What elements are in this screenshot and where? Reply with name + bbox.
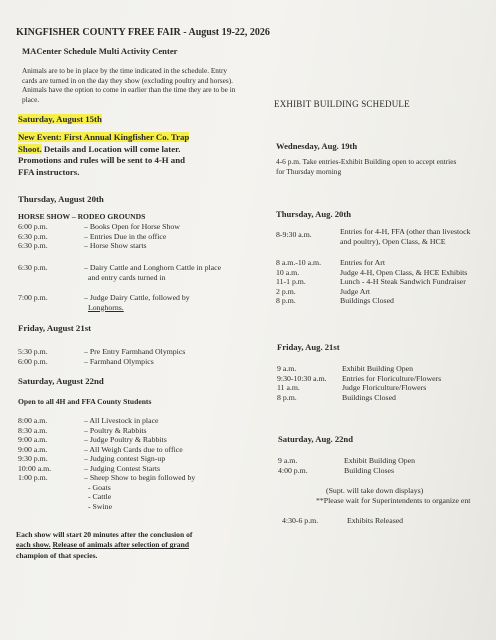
- dairy-time: 6:30 p.m.: [18, 263, 48, 272]
- row-time: 8 p.m.: [276, 296, 296, 305]
- new-event-line3: Promotions and rules will be sent to 4-H and: [18, 155, 185, 166]
- row-text: Entries for Art: [340, 258, 386, 267]
- fri21-events: [84, 347, 185, 366]
- judge-dairy-line2: Longhorns.: [88, 302, 124, 312]
- judge-dairy-line1: – Judge Dairy Cattle, followed by: [84, 293, 190, 302]
- row-text: - Swine: [88, 501, 113, 511]
- fri21-exhibit-events: [342, 364, 441, 402]
- row-time: 6:30 p.m.: [18, 231, 48, 241]
- fri21-exhibit-times: [277, 364, 327, 402]
- row-time: 6:00 p.m.: [18, 222, 48, 231]
- row-time: 9:30 p.m.: [18, 454, 48, 463]
- row-text: Judge Art: [340, 286, 371, 296]
- show-note-line3: champion of that species.: [16, 550, 98, 560]
- new-event-line4: FFA instructors.: [18, 166, 80, 177]
- row-time: 5:30 p.m.: [18, 347, 48, 356]
- row-time: 6:00 p.m.: [18, 356, 48, 366]
- thu20-first-line1: Entries for 4-H, FFA (other than livestock: [340, 227, 471, 236]
- row-text: – Books Open for Horse Show: [84, 222, 180, 231]
- wed19-text: [276, 157, 456, 176]
- row-text: Exhibit Building Open: [342, 364, 414, 373]
- release-text: Exhibits Released: [347, 516, 404, 525]
- row-text: – Pre Entry Farmhand Olympics: [84, 347, 186, 356]
- wed19-line2: for Thursday morning: [276, 166, 342, 176]
- row-text: Building Closes: [344, 465, 395, 475]
- new-event-line1: New Event: First Annual Kingfisher Co. Trap: [18, 132, 190, 142]
- row-time: 1:00 p.m.: [18, 473, 48, 482]
- row-text: – Judging contest Sign-up: [84, 454, 166, 463]
- row-text: – Poultry & Rabbits: [84, 425, 147, 435]
- row-text: – Judge Poultry & Rabbits: [84, 435, 167, 444]
- fri21-exhibit-heading: Friday, Aug. 21st: [277, 342, 340, 352]
- row-text: Buildings Closed: [340, 296, 394, 305]
- row-text: Lunch - 4-H Steak Sandwich Fundraiser: [340, 277, 466, 286]
- show-note: [16, 530, 192, 561]
- sat22-exhibit-times: [278, 456, 308, 475]
- row-text: – Farmhand Olympics: [84, 356, 154, 366]
- release-time: 4:30-6 p.m.: [282, 516, 319, 525]
- show-note-each-show: each show.: [16, 540, 51, 550]
- row-time: 6:30 p.m.: [18, 241, 48, 250]
- row-time: 9:30-10:30 a.m.: [277, 373, 327, 383]
- row-time: 8 p.m.: [277, 392, 297, 402]
- thu20-exhibit-times: [276, 258, 321, 306]
- open-students-heading: Open to all 4H and FFA County Students: [18, 397, 152, 406]
- row-time: 8:00 a.m.: [18, 416, 48, 425]
- row-text: - Cattle: [88, 492, 112, 501]
- thu20-exhibit-events: [340, 258, 467, 306]
- horse-show-heading: HORSE SHOW – RODEO GROUNDS: [18, 212, 146, 221]
- dairy-text: [84, 263, 221, 282]
- sat22-times: [18, 416, 51, 483]
- intro-paragraph: Animals are to be in place by the time indicated in the schedule. Entry cards are turned in on the day they show (excluding poultry and horses). Animals have the option to come in earlier than the time they are to be in place.: [22, 66, 236, 104]
- sat22-heading: Saturday, August 22nd: [18, 376, 104, 386]
- row-time: 9 a.m.: [277, 364, 297, 373]
- row-text: – All Livestock in place: [84, 416, 159, 425]
- row-time: 11-1 p.m.: [276, 277, 306, 286]
- displays-note: (Supt. will take down displays): [326, 486, 424, 495]
- sat15-heading: [18, 114, 102, 124]
- fri21-heading: Friday, August 21st: [18, 323, 92, 333]
- thu20-exhibit-heading: Thursday, Aug. 20th: [276, 209, 351, 219]
- row-text: - Goats: [88, 482, 111, 492]
- row-time: 9:00 a.m.: [18, 444, 48, 454]
- wed19-heading: Wednesday, Aug. 19th: [276, 141, 358, 151]
- row-time: 8 a.m.-10 a.m.: [276, 258, 322, 267]
- judge-dairy-time: 7:00 p.m.: [18, 293, 48, 302]
- new-event-shoot: Shoot.: [18, 143, 42, 154]
- fair-title: KINGFISHER COUNTY FREE FAIR - August 19-22, 2026: [16, 27, 270, 38]
- judge-dairy-text: [84, 293, 190, 312]
- horse-show-events: [84, 222, 180, 251]
- thu20-first-text: [340, 227, 470, 246]
- sat22-events: [84, 416, 195, 511]
- row-time: 11 a.m.: [277, 383, 300, 392]
- schedule-subtitle: MACenter Schedule Multi Activity Center: [22, 46, 178, 56]
- row-time: 2 p.m.: [276, 286, 296, 296]
- exhibit-schedule-title: EXHIBIT BUILDING SCHEDULE: [274, 99, 410, 109]
- row-text: – All Weigh Cards due to office: [84, 444, 183, 454]
- thu20-first-time: 8-9:30 a.m.: [276, 230, 312, 239]
- row-text: Buildings Closed: [342, 392, 396, 402]
- row-text: Entries for Floriculture/Flowers: [342, 373, 442, 383]
- show-note-line1: Each show will start 20 minutes after the conclusion of: [16, 530, 193, 539]
- dairy-line1: – Dairy Cattle and Longhorn Cattle in place: [84, 263, 222, 272]
- new-event-block: [18, 132, 189, 178]
- fri21-times: [18, 347, 48, 366]
- new-event-details: Details and Location will come later.: [43, 143, 181, 154]
- thu20-first-line2: and poultry), Open Class, & HCE: [340, 236, 446, 246]
- sat22-exhibit-events: [344, 456, 415, 475]
- dairy-line2: and entry cards turned in: [88, 272, 166, 282]
- row-text: Judge Floriculture/Flowers: [342, 383, 427, 392]
- row-text: – Sheep Show to begin followed by: [84, 473, 196, 482]
- row-time: 8:30 a.m.: [18, 425, 48, 435]
- row-text: – Entries Due in the office: [84, 231, 167, 241]
- row-time: 9 a.m.: [278, 456, 298, 465]
- row-time: 4:00 p.m.: [278, 465, 308, 475]
- show-note-release: Release of animals after selection of grand: [52, 540, 190, 550]
- row-text: Exhibit Building Open: [344, 456, 416, 465]
- sat22-exhibit-heading: Saturday, Aug. 22nd: [278, 434, 353, 444]
- horse-show-times: [18, 222, 48, 251]
- sat15-heading-text: Saturday, August 15th: [18, 114, 102, 124]
- row-text: – Judging Contest Starts: [84, 463, 161, 473]
- row-time: 10:00 a.m.: [18, 463, 52, 473]
- row-text: Judge 4-H, Open Class, & HCE Exhibits: [340, 267, 468, 277]
- row-time: 9:00 a.m.: [18, 435, 48, 444]
- wed19-line1: 4-6 p.m. Take entries-Exhibit Building open to accept entries: [276, 157, 457, 166]
- row-text: – Horse Show starts: [84, 241, 147, 250]
- row-time: 10 a.m.: [276, 267, 300, 277]
- superintendents-note: **Please wait for Superintendents to organize ent: [316, 496, 471, 505]
- thu20-heading: Thursday, August 20th: [18, 194, 104, 204]
